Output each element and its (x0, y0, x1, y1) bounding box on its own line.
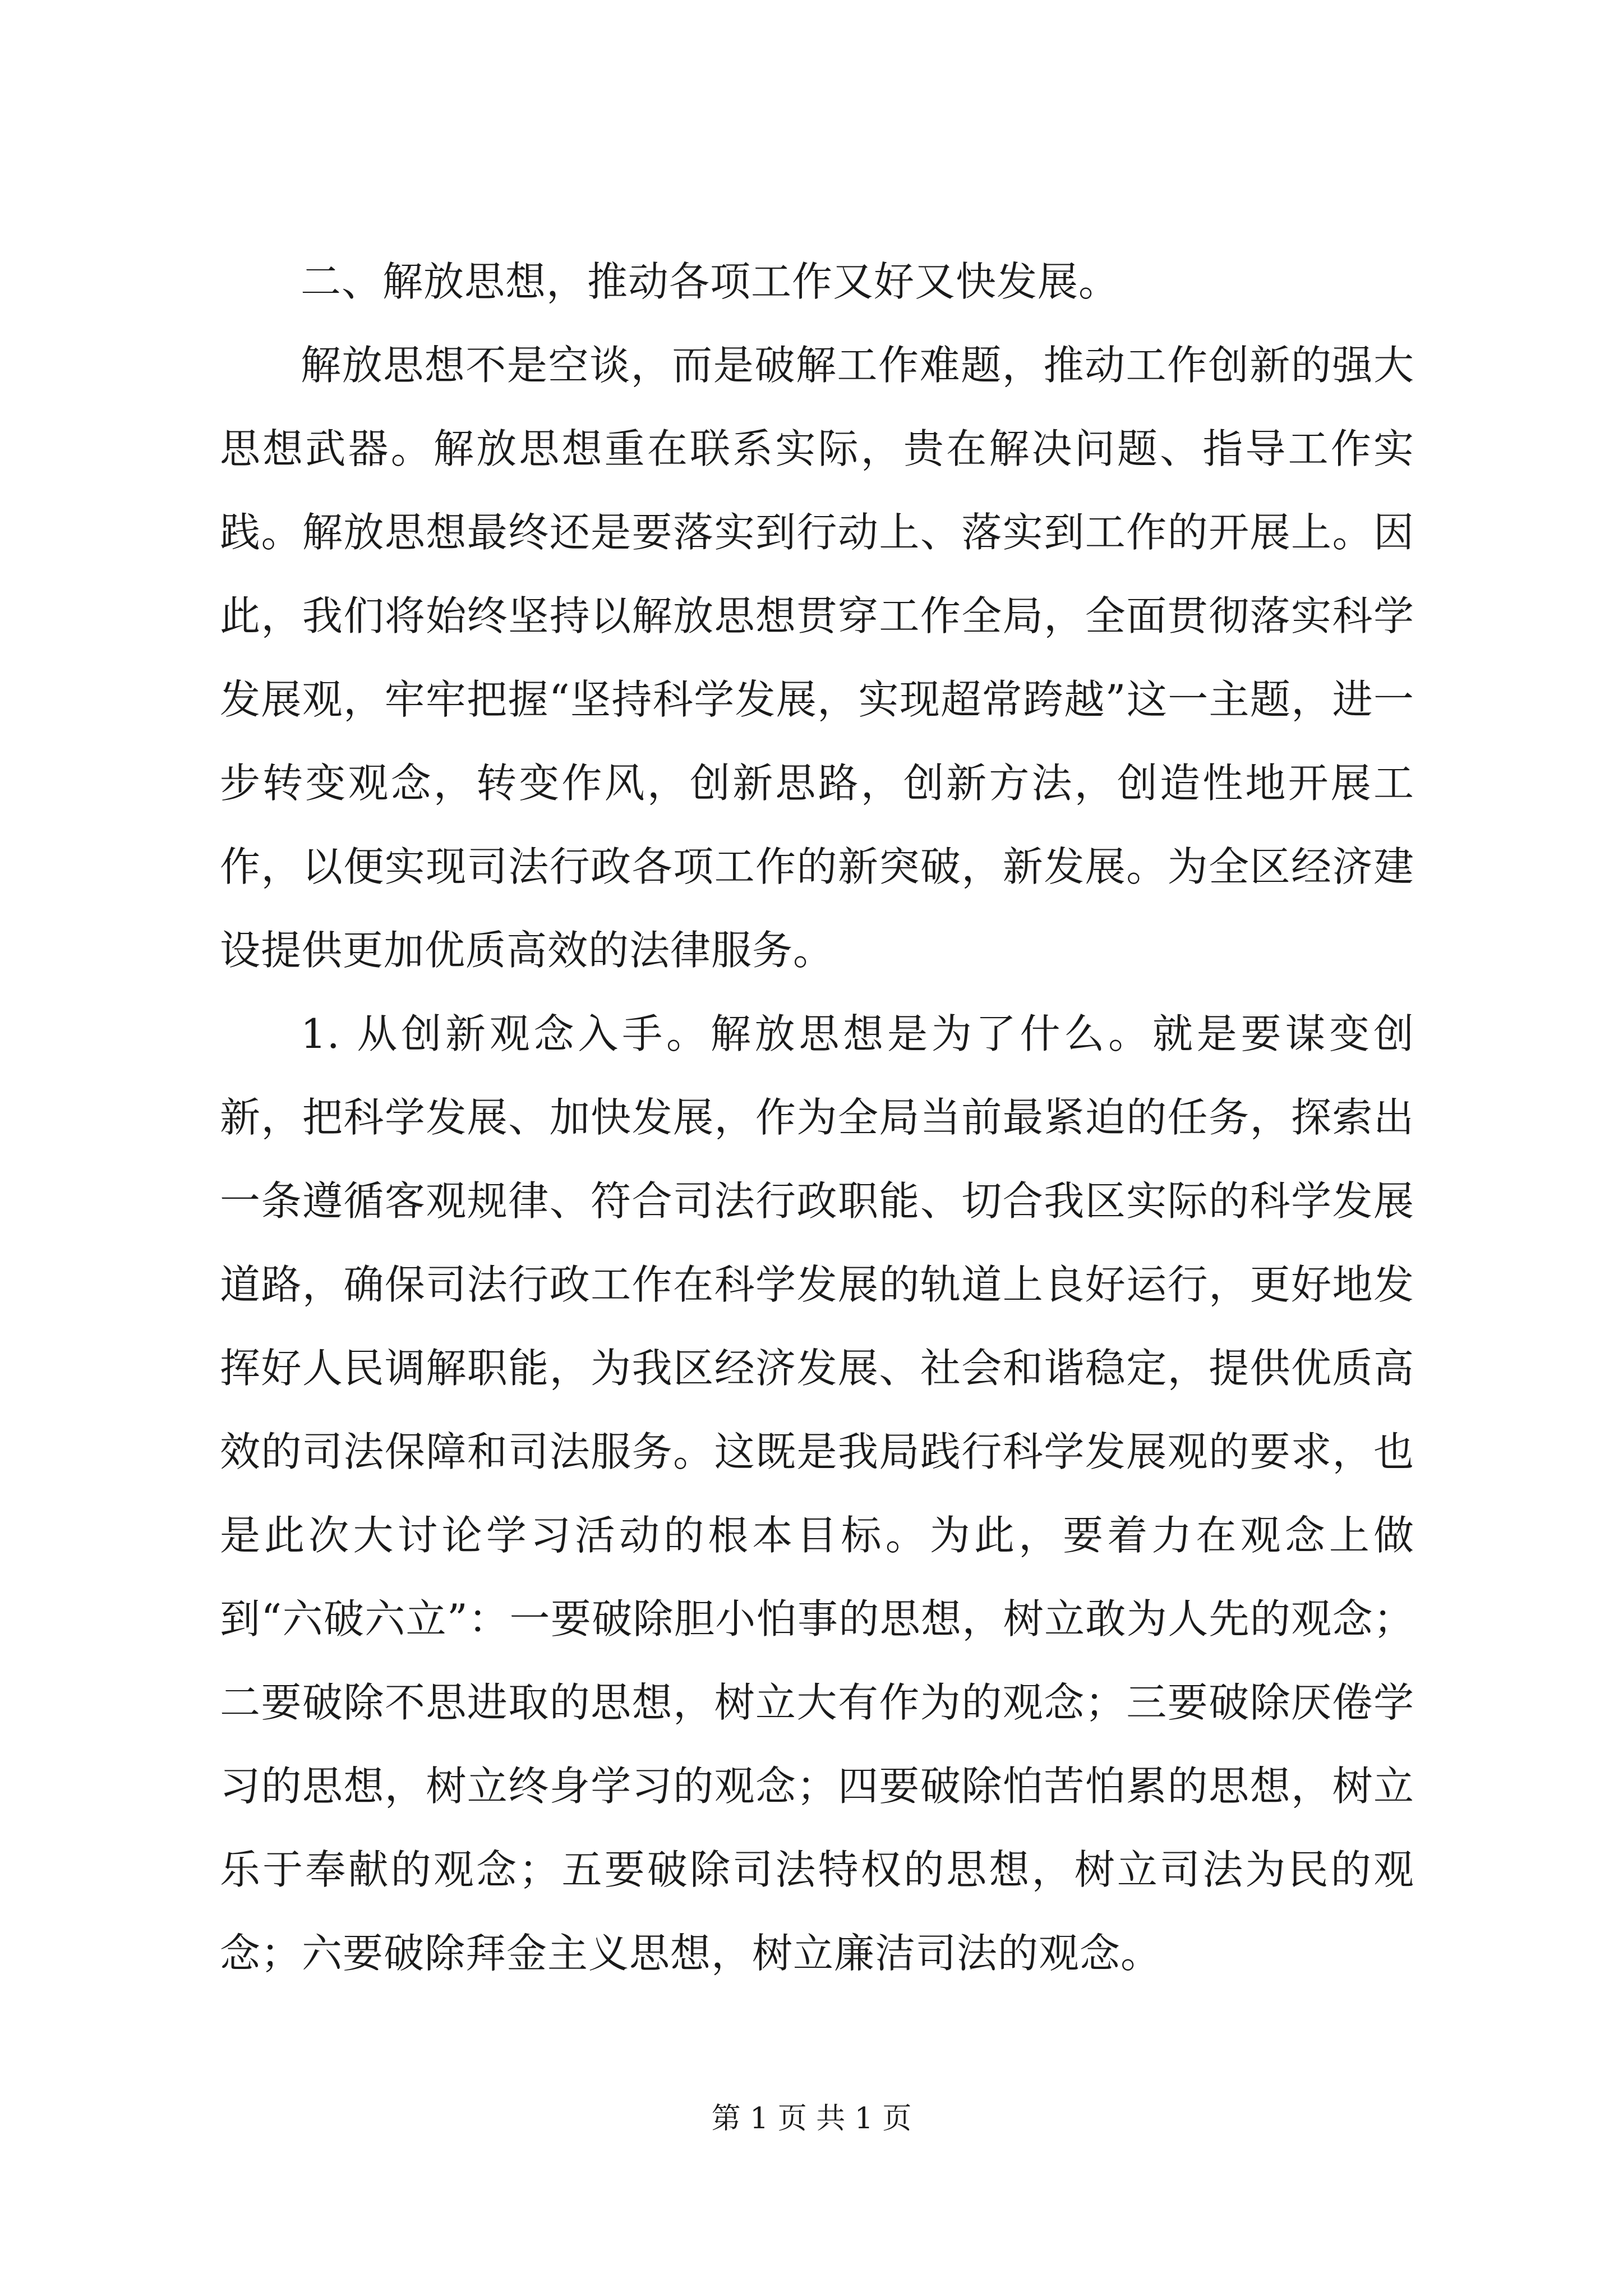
paragraph-intro: 解放思想不是空谈，而是破解工作难题，推动工作创新的强大思想武器。解放思想重在联系实际，贵在解决问题、指导工作实践。解放思想最终还是要落实到行动上、落实到工作的开展上。因此，我们将始终坚持以解放思想贯穿工作全局，全面贯彻落实科学发展观，牢牢把握“坚持科学发展，实现超常跨越”这一主题，进一步转变观念，转变作风，创新思路，创新方法，创造性地开展工作，以便实现司法行政各项工作的新突破，新发展。为全区经济建设提供更加优质高效的法律服务。 (220, 342, 1414, 974)
section-heading: 二、解放思想，推动各项工作又好又快发展。 (301, 258, 1120, 305)
page-number-footer: 第 1 页 共 1 页 (711, 2102, 912, 2136)
paragraph-item-1: 1. 从创新观念入手。解放思想是为了什么。就是要谋变创新，把科学发展、加快发展，作为全局当前最紧迫的任务，探索出一条遵循客观规律、符合司法行政职能、切合我区实际的科学发展道路，确保司法行政工作在科学发展的轨道上良好运行，更好地发挥好人民调解职能，为我区经济发展、社会和谐稳定，提供优质高效的司法保障和司法服务。这既是我局践行科学发展观的要求，也是此次大讨论学习活动的根本目标。为此，要着力在观念上做到“六破六立”：一要破除胆小怕事的思想，树立敢为人先的观念；二要破除不思进取的思想，树立大有作为的观念；三要破除厌倦学习的思想，树立终身学习的观念；四要破除怕苦怕累的思想，树立乐于奉献的观念；五要破除司法特权的思想，树立司法为民的观念；六要破除拜金主义思想，树立廉洁司法的观念。 (220, 1010, 1414, 1977)
document-body (220, 240, 1414, 1995)
